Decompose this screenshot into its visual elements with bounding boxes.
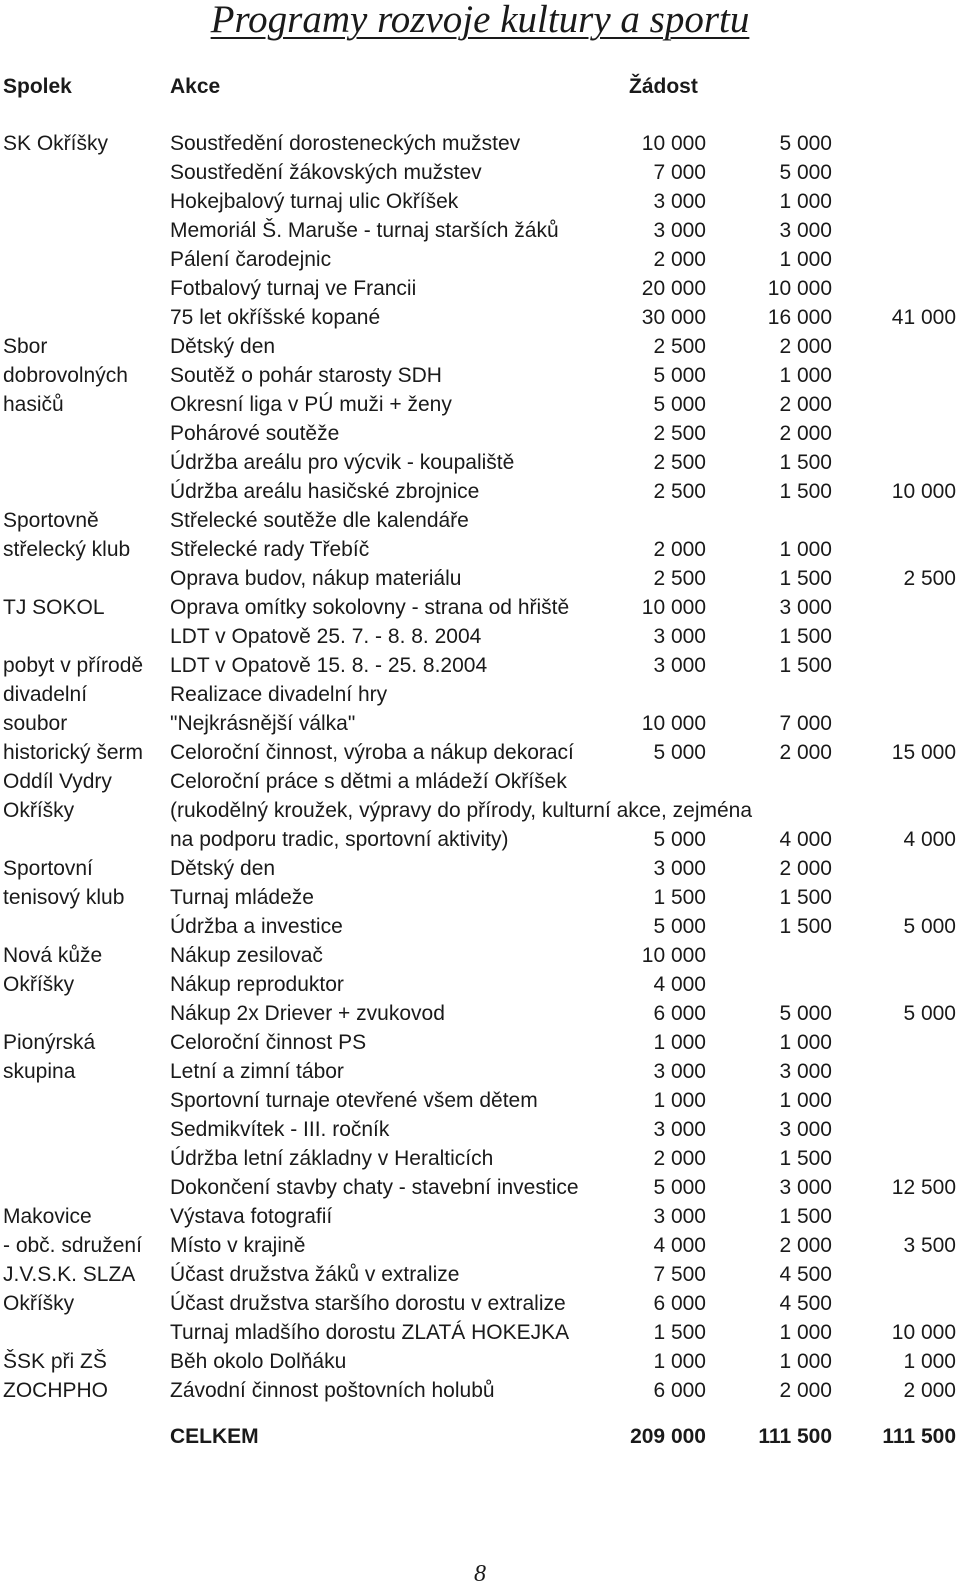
row-grant: 1 000 xyxy=(779,1031,832,1054)
row-request: 10 000 xyxy=(641,944,706,967)
row-grant: 4 000 xyxy=(779,828,832,851)
row-grant: 2 000 xyxy=(779,857,832,880)
row-grant: 1 500 xyxy=(779,567,832,590)
row-request: 5 000 xyxy=(653,364,706,387)
row-request: 2 500 xyxy=(653,480,706,503)
header-org: Spolek xyxy=(3,75,72,98)
row-request: 3 000 xyxy=(653,625,706,648)
header-request: Žádost xyxy=(629,75,698,98)
row-org: Makovice xyxy=(3,1205,92,1228)
row-activity: Dokončení stavby chaty - stavební investice xyxy=(170,1176,579,1199)
row-activity: Celoroční práce s dětmi a mládeží Okříšek xyxy=(170,770,567,793)
table-row xyxy=(0,1086,960,1115)
row-request: 3 000 xyxy=(653,1118,706,1141)
table-row xyxy=(0,419,960,448)
row-activity: na podporu tradic, sportovní aktivity) xyxy=(170,828,509,851)
row-grant: 1 000 xyxy=(779,190,832,213)
row-request: 5 000 xyxy=(653,1176,706,1199)
row-activity: Letní a zimní tábor xyxy=(170,1060,344,1083)
row-org: hasičů xyxy=(3,393,64,416)
row-request: 2 500 xyxy=(653,567,706,590)
row-activity: Oprava omítky sokolovny - strana od hřiště xyxy=(170,596,570,619)
row-activity: (rukodělný kroužek, výpravy do přírody, kulturní akce, zejména xyxy=(170,799,753,822)
row-grant: 2 000 xyxy=(779,1379,832,1402)
row-activity: Turnaj mladšího dorostu ZLATÁ HOKEJKA xyxy=(170,1321,570,1344)
row-grant: 1 500 xyxy=(779,886,832,909)
table-row xyxy=(0,1347,960,1376)
table-row xyxy=(0,303,960,332)
row-org: Nová kůže xyxy=(3,944,103,967)
row-grant: 3 000 xyxy=(779,596,832,619)
table-row xyxy=(0,274,960,303)
row-request: 5 000 xyxy=(653,393,706,416)
row-org: SK Okříšky xyxy=(3,132,109,155)
table-row xyxy=(0,187,960,216)
row-org: dobrovolných xyxy=(3,364,128,387)
table-row xyxy=(0,129,960,158)
table-row xyxy=(0,651,960,680)
row-activity: Nákup zesilovač xyxy=(170,944,323,967)
row-org: Oddíl Vydry xyxy=(3,770,112,793)
row-activity: Okresní liga v PÚ muži + ženy xyxy=(170,393,452,416)
row-activity: Sedmikvítek - III. ročník xyxy=(170,1118,390,1141)
table-row xyxy=(0,883,960,912)
table-row xyxy=(0,448,960,477)
table-row xyxy=(0,216,960,245)
row-request: 1 000 xyxy=(653,1089,706,1112)
table-row xyxy=(0,1376,960,1405)
row-activity: Soustředění žákovských mužstev xyxy=(170,161,482,184)
row-org: tenisový klub xyxy=(3,886,125,909)
row-request: 1 000 xyxy=(653,1350,706,1373)
row-activity: Údržba letní základny v Heralticích xyxy=(170,1147,494,1170)
row-activity: Fotbalový turnaj ve Francii xyxy=(170,277,417,300)
row-request: 2 500 xyxy=(653,335,706,358)
row-activity: Výstava fotografií xyxy=(170,1205,333,1228)
table-row xyxy=(0,1289,960,1318)
table-row xyxy=(0,361,960,390)
row-activity: Nákup reproduktor xyxy=(170,973,344,996)
row-request: 3 000 xyxy=(653,654,706,677)
row-grant: 1 000 xyxy=(779,1089,832,1112)
row-request: 2 500 xyxy=(653,451,706,474)
row-activity: Hokejbalový turnaj ulic Okříšek xyxy=(170,190,459,213)
row-activity: Celoroční činnost, výroba a nákup dekorací xyxy=(170,741,574,764)
row-org: střelecký klub xyxy=(3,538,131,561)
table-row xyxy=(0,854,960,883)
row-total: 2 000 xyxy=(903,1379,956,1402)
row-activity: LDT v Opatově 15. 8. - 25. 8.2004 xyxy=(170,654,488,677)
table-row xyxy=(0,825,960,854)
row-request: 3 000 xyxy=(653,1060,706,1083)
table-row xyxy=(0,970,960,999)
row-grant: 5 000 xyxy=(779,161,832,184)
row-activity: Pohárové soutěže xyxy=(170,422,340,445)
row-request: 2 500 xyxy=(653,422,706,445)
row-activity: Soutěž o pohár starosty SDH xyxy=(170,364,442,387)
summary-request: 209 000 xyxy=(630,1425,706,1448)
row-activity: 75 let okříšské kopané xyxy=(170,306,381,329)
row-activity: Sportovní turnaje otevřené všem dětem xyxy=(170,1089,538,1112)
row-total: 5 000 xyxy=(903,915,956,938)
row-org: TJ SOKOL xyxy=(3,596,105,619)
row-request: 4 000 xyxy=(653,973,706,996)
row-grant: 1 000 xyxy=(779,364,832,387)
row-grant: 1 000 xyxy=(779,1321,832,1344)
row-activity: Střelecké rady Třebíč xyxy=(170,538,370,561)
row-org: - obč. sdružení xyxy=(3,1234,142,1257)
table-row xyxy=(0,941,960,970)
summary-grant: 111 500 xyxy=(758,1425,832,1448)
row-grant: 5 000 xyxy=(779,1002,832,1025)
row-activity: Nákup 2x Driever + zvukovod xyxy=(170,1002,445,1025)
row-activity: Dětský den xyxy=(170,335,276,358)
row-request: 10 000 xyxy=(641,712,706,735)
row-request: 5 000 xyxy=(653,828,706,851)
row-activity: "Nejkrásnější válka" xyxy=(170,712,356,735)
row-request: 3 000 xyxy=(653,1205,706,1228)
row-activity: Údržba a investice xyxy=(170,915,343,938)
row-request: 1 500 xyxy=(653,886,706,909)
row-grant: 3 000 xyxy=(779,1060,832,1083)
row-org: Okříšky xyxy=(3,799,75,822)
row-request: 10 000 xyxy=(641,596,706,619)
row-total: 2 500 xyxy=(903,567,956,590)
row-request: 7 500 xyxy=(653,1263,706,1286)
table-row xyxy=(0,767,960,796)
row-activity: Údržba areálu hasičské zbrojnice xyxy=(170,480,480,503)
row-grant: 1 500 xyxy=(779,915,832,938)
row-request: 4 000 xyxy=(653,1234,706,1257)
row-request: 3 000 xyxy=(653,219,706,242)
header-activity: Akce xyxy=(170,75,221,98)
row-activity: Běh okolo Dolňáku xyxy=(170,1350,347,1373)
row-grant: 2 000 xyxy=(779,741,832,764)
row-grant: 4 500 xyxy=(779,1263,832,1286)
row-org: pobyt v přírodě xyxy=(3,654,144,677)
row-request: 6 000 xyxy=(653,1002,706,1025)
row-request: 30 000 xyxy=(641,306,706,329)
row-grant: 2 000 xyxy=(779,422,832,445)
table-row xyxy=(0,564,960,593)
row-org: divadelní xyxy=(3,683,88,706)
row-request: 10 000 xyxy=(641,132,706,155)
table-row xyxy=(0,999,960,1028)
row-grant: 7 000 xyxy=(779,712,832,735)
row-total: 41 000 xyxy=(891,306,956,329)
row-grant: 1 500 xyxy=(779,1147,832,1170)
row-total: 4 000 xyxy=(903,828,956,851)
row-activity: Oprava budov, nákup materiálu xyxy=(170,567,462,590)
table-row xyxy=(0,506,960,535)
row-activity: Závodní činnost poštovních holubů xyxy=(170,1379,495,1402)
row-org: Sportovní xyxy=(3,857,93,880)
row-request: 7 000 xyxy=(653,161,706,184)
row-activity: Střelecké soutěže dle kalendáře xyxy=(170,509,469,532)
table-row xyxy=(0,332,960,361)
row-total: 3 500 xyxy=(903,1234,956,1257)
table-row xyxy=(0,535,960,564)
table-row xyxy=(0,1057,960,1086)
row-activity: Soustředění dorosteneckých mužstev xyxy=(170,132,521,155)
row-grant: 2 000 xyxy=(779,335,832,358)
table-row xyxy=(0,477,960,506)
row-activity: Celoroční činnost PS xyxy=(170,1031,367,1054)
table-row xyxy=(0,245,960,274)
table-row xyxy=(0,1318,960,1347)
row-grant: 5 000 xyxy=(779,132,832,155)
summary-total: 111 500 xyxy=(882,1425,956,1448)
row-activity: Účast družstva staršího dorostu v extralize xyxy=(170,1292,566,1315)
program-table xyxy=(0,129,960,1405)
row-grant: 3 000 xyxy=(779,1118,832,1141)
row-request: 6 000 xyxy=(653,1292,706,1315)
row-grant: 3 000 xyxy=(779,1176,832,1199)
table-row xyxy=(0,738,960,767)
row-total: 1 000 xyxy=(903,1350,956,1373)
row-org: Okříšky xyxy=(3,1292,75,1315)
row-request: 1 000 xyxy=(653,1031,706,1054)
row-grant: 1 000 xyxy=(779,1350,832,1373)
table-row xyxy=(0,1144,960,1173)
row-activity: Pálení čarodejnic xyxy=(170,248,332,271)
row-grant: 3 000 xyxy=(779,219,832,242)
row-grant: 1 000 xyxy=(779,248,832,271)
row-grant: 2 000 xyxy=(779,1234,832,1257)
row-total: 5 000 xyxy=(903,1002,956,1025)
table-row xyxy=(0,1260,960,1289)
table-row xyxy=(0,593,960,622)
table-row xyxy=(0,1231,960,1260)
row-org: Pionýrská xyxy=(3,1031,96,1054)
row-grant: 1 500 xyxy=(779,625,832,648)
summary-row xyxy=(0,1422,960,1452)
table-row xyxy=(0,796,960,825)
row-request: 6 000 xyxy=(653,1379,706,1402)
page-title: Programy rozvoje kultury a sportu xyxy=(210,0,750,41)
row-request: 3 000 xyxy=(653,857,706,880)
row-grant: 1 500 xyxy=(779,451,832,474)
row-activity: Údržba areálu pro výcvik - koupaliště xyxy=(170,451,515,474)
row-activity: Realizace divadelní hry xyxy=(170,683,388,706)
table-row xyxy=(0,1028,960,1057)
row-grant: 16 000 xyxy=(767,306,832,329)
row-total: 15 000 xyxy=(891,741,956,764)
table-row xyxy=(0,1173,960,1202)
table-row xyxy=(0,709,960,738)
table-row xyxy=(0,1202,960,1231)
row-org: historický šerm xyxy=(3,741,144,764)
row-request: 2 000 xyxy=(653,538,706,561)
table-row xyxy=(0,1115,960,1144)
row-activity: Místo v krajině xyxy=(170,1234,306,1257)
row-grant: 1 500 xyxy=(779,1205,832,1228)
row-request: 2 000 xyxy=(653,1147,706,1170)
row-request: 20 000 xyxy=(641,277,706,300)
row-org: Okříšky xyxy=(3,973,75,996)
row-activity: Účast družstva žáků v extralize xyxy=(170,1263,460,1286)
row-request: 1 500 xyxy=(653,1321,706,1344)
table-row xyxy=(0,680,960,709)
row-org: Sbor xyxy=(3,335,48,358)
row-request: 5 000 xyxy=(653,915,706,938)
row-request: 2 000 xyxy=(653,248,706,271)
row-grant: 1 500 xyxy=(779,480,832,503)
row-grant: 1 000 xyxy=(779,538,832,561)
row-activity: Turnaj mládeže xyxy=(170,886,314,909)
row-grant: 10 000 xyxy=(767,277,832,300)
row-total: 10 000 xyxy=(891,480,956,503)
table-row xyxy=(0,912,960,941)
table-row xyxy=(0,158,960,187)
summary-label: CELKEM xyxy=(170,1425,259,1448)
table-row xyxy=(0,390,960,419)
row-org: Sportovně xyxy=(3,509,99,532)
row-request: 5 000 xyxy=(653,741,706,764)
page-number: 8 xyxy=(474,1561,486,1587)
row-activity: Memoriál Š. Maruše - turnaj starších žáků xyxy=(170,219,559,242)
row-grant: 4 500 xyxy=(779,1292,832,1315)
table-row xyxy=(0,622,960,651)
row-activity: Dětský den xyxy=(170,857,276,880)
row-org: ZOCHPHO xyxy=(3,1379,108,1402)
row-total: 10 000 xyxy=(891,1321,956,1344)
row-org: J.V.S.K. SLZA xyxy=(3,1263,136,1286)
row-org: skupina xyxy=(3,1060,76,1083)
row-activity: LDT v Opatově 25. 7. - 8. 8. 2004 xyxy=(170,625,482,648)
row-grant: 1 500 xyxy=(779,654,832,677)
row-org: ŠSK při ZŠ xyxy=(3,1350,107,1373)
row-grant: 2 000 xyxy=(779,393,832,416)
row-org: soubor xyxy=(3,712,68,735)
row-request: 3 000 xyxy=(653,190,706,213)
row-total: 12 500 xyxy=(891,1176,956,1199)
